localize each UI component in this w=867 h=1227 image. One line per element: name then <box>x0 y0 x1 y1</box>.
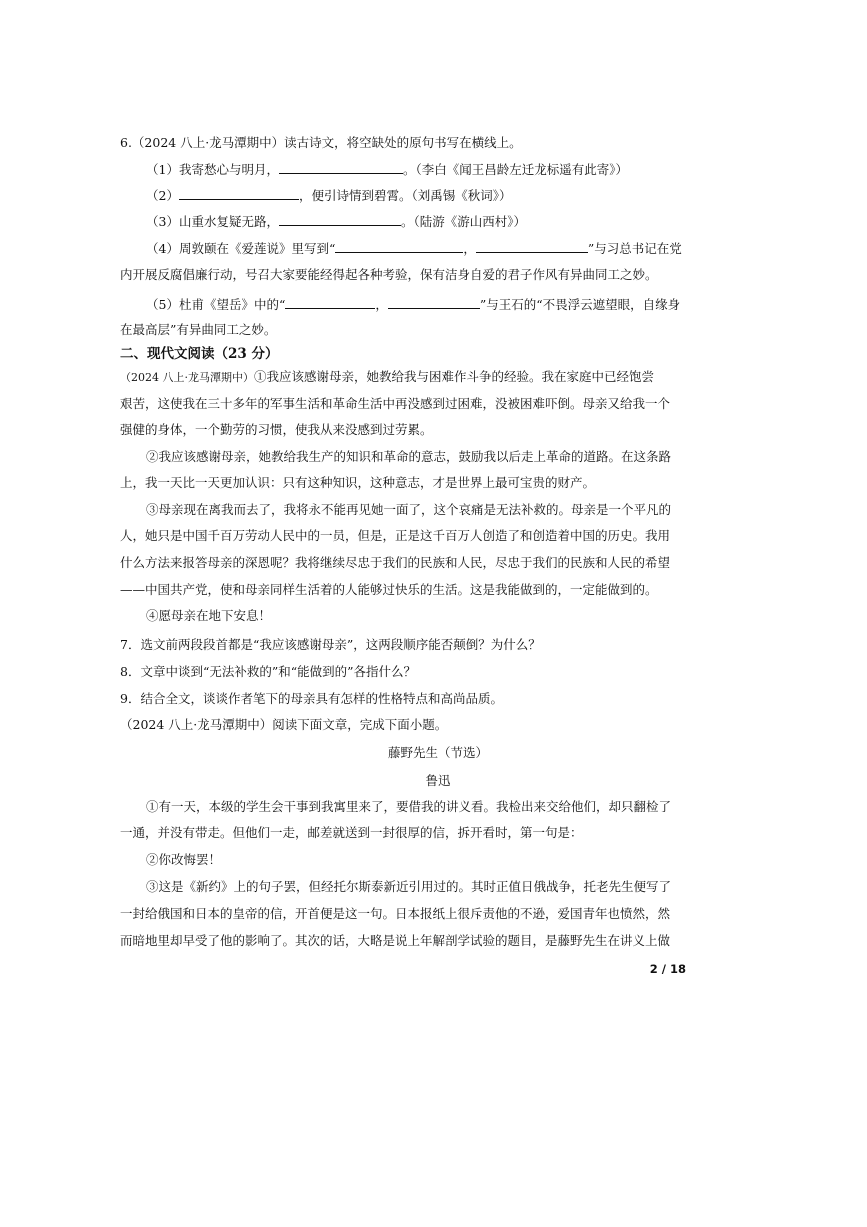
question-text: 7．选文前两段段首都是“我应该感谢母亲”，这两段顺序能否颠倒？为什么？ <box>120 637 541 652</box>
passage2-para3-line1 <box>146 879 760 895</box>
q6-item-2 <box>146 187 760 204</box>
answer-blank[interactable] <box>279 161 403 174</box>
q6-item-1-prefix: （1）我寄愁心与明月， <box>146 162 279 177</box>
q6-item-2-prefix: （2） <box>146 188 179 203</box>
passage2-para3-line3 <box>120 933 760 949</box>
q6-item-4-suffix: ”与习总书记在党 <box>587 241 682 256</box>
passage1-para4 <box>146 608 760 624</box>
question-text: 8．文章中谈到“无法补救的”和“能做到的”各指什么？ <box>120 664 417 679</box>
passage1-para1-text: ①我应该感谢母亲，她教给我与困难作斗争的经验。我在家庭中已经饱尝 <box>254 369 655 384</box>
answer-blank[interactable] <box>179 187 299 200</box>
paragraph-text: ④愿母亲在地下安息！ <box>146 608 272 623</box>
paragraph-text: 上，我一天比一天更加认识：只有这种知识，这种意志，才是世界上最可宝贵的财产。 <box>120 475 596 490</box>
q6-item-4-sep: ， <box>463 241 476 256</box>
paragraph-text: 艰苦，这使我在三十多年的军事生活和革命生活中再没感到过困难，没被困难吓倒。母亲又给我一个 <box>120 396 671 411</box>
q6-item-3 <box>146 213 760 230</box>
paragraph-text: 人，她只是中国千百万劳动人民中的一员，但是，正是这千百万人创造了和创造着中国的历史。我用 <box>120 528 671 543</box>
paragraph-text: 强健的身体，一个勤劳的习惯，使我从来没感到过劳累。 <box>120 422 433 437</box>
paragraph-text: ②我应该感谢母亲，她教给我生产的知识和革命的意志，鼓励我以后走上革命的道路。在这条路 <box>146 449 672 464</box>
q6-stem <box>120 135 760 151</box>
passage1-para2-line1 <box>146 449 760 465</box>
section-heading-text: 二、现代文阅读（23 分） <box>120 346 279 362</box>
passage1-para1-line3 <box>120 422 760 438</box>
q6-item-3-suffix: 。（陆游《游山西村》） <box>400 214 526 229</box>
q6-item-5 <box>146 296 760 313</box>
passage2-para3-line2 <box>120 906 760 922</box>
paragraph-text: ——中国共产党，使和母亲同样生活着的人能够过快乐的生活。这是我能做到的，一定能做到的。 <box>120 582 658 597</box>
passage2-title <box>120 745 756 761</box>
passage1-para3-line1 <box>146 502 760 518</box>
question-7 <box>120 637 760 653</box>
passage1-para3-line2 <box>120 528 760 544</box>
passage2-para1-line2 <box>120 825 760 841</box>
q6-item-4-prefix: （4）周敦颐在《爱莲说》里写到“ <box>146 241 336 256</box>
paragraph-text: 一封给俄国和日本的皇帝的信，开首便是这一句。日本报纸上很斥责他的不逊，爱国青年也愤然，然 <box>120 906 671 921</box>
question-8 <box>120 664 760 680</box>
section-heading <box>120 346 760 362</box>
passage1-para2-line2 <box>120 475 760 491</box>
article-author: 鲁迅 <box>425 773 451 788</box>
q6-item-4-cont <box>120 267 760 283</box>
answer-blank[interactable] <box>285 296 375 309</box>
answer-blank[interactable] <box>335 240 463 253</box>
q6-item-5-cont <box>120 322 760 338</box>
intro-text: （2024 八上·龙马潭期中）阅读下面文章，完成下面小题。 <box>120 717 448 732</box>
q6-item-1-suffix: 。（李白《闻王昌龄左迁龙标遥有此寄》） <box>402 162 628 177</box>
answer-blank[interactable] <box>476 240 588 253</box>
q6-item-1 <box>146 161 760 178</box>
question-text: 9．结合全文，谈谈作者笔下的母亲具有怎样的性格特点和高尚品质。 <box>120 691 503 706</box>
q6-item-4-continuation: 内开展反腐倡廉行动，号召大家要能经得起各种考验，保有洁身自爱的君子作风有异曲同工之妙。 <box>120 267 658 282</box>
q6-item-5-suffix: ”与王石的“不畏浮云遮望眼，自缘身 <box>479 297 681 312</box>
answer-blank[interactable] <box>388 296 480 309</box>
passage2-para1-line1 <box>146 799 760 815</box>
question-9 <box>120 691 760 707</box>
passage1-para1-line2 <box>120 396 760 412</box>
q6-stem-text: 6.（2024 八上·龙马潭期中）读古诗文，将空缺处的原句书写在横线上。 <box>120 135 522 150</box>
q6-item-3-prefix: （3）山重水复疑无路， <box>146 214 279 229</box>
passage2-author <box>120 773 756 789</box>
q6-item-5-continuation: 在最高层”有异曲同工之妙。 <box>120 322 277 337</box>
paragraph-text: 什么方法来报答母亲的深恩呢？我将继续尽忠于我们的民族和人民，尽忠于我们的民族和人民的希望 <box>120 555 671 570</box>
passage1-para1-line1 <box>120 369 760 386</box>
article-title: 藤野先生（节选） <box>387 745 488 760</box>
paragraph-text: ②你改悔罢！ <box>146 852 222 867</box>
answer-blank[interactable] <box>279 213 401 226</box>
passage2-para2 <box>146 852 760 868</box>
q6-item-5-prefix: （5）杜甫《望岳》中的“ <box>146 297 286 312</box>
source-tag: （2024 八上·龙马潭期中） <box>120 371 254 384</box>
passage1-para3-line3 <box>120 555 760 571</box>
passage2-intro <box>120 717 760 733</box>
passage1-para3-line4 <box>120 582 760 598</box>
paragraph-text: ①有一天，本级的学生会干事到我寓里来了，要借我的讲义看。我检出来交给他们，却只翻检了 <box>146 799 672 814</box>
paragraph-text: 一通，并没有带走。但他们一走，邮差就送到一封很厚的信，拆开看时，第一句是： <box>120 825 583 840</box>
paragraph-text: ③这是《新约》上的句子罢，但经托尔斯泰新近引用过的。其时正值日俄战争，托老先生便写了 <box>146 879 672 894</box>
page-number: 2 / 18 <box>649 962 686 976</box>
q6-item-4 <box>146 240 760 257</box>
q6-item-2-suffix: ，便引诗情到碧霄。（刘禹锡《秋词》） <box>298 188 512 203</box>
paragraph-text: 而暗地里却早受了他的影响了。其次的话，大略是说上年解剖学试验的题目，是藤野先生在讲义上做 <box>120 933 671 948</box>
q6-item-5-sep: ， <box>375 297 388 312</box>
paragraph-text: ③母亲现在离我而去了，我将永不能再见她一面了，这个哀痛是无法补救的。母亲是一个平凡的 <box>146 502 672 517</box>
